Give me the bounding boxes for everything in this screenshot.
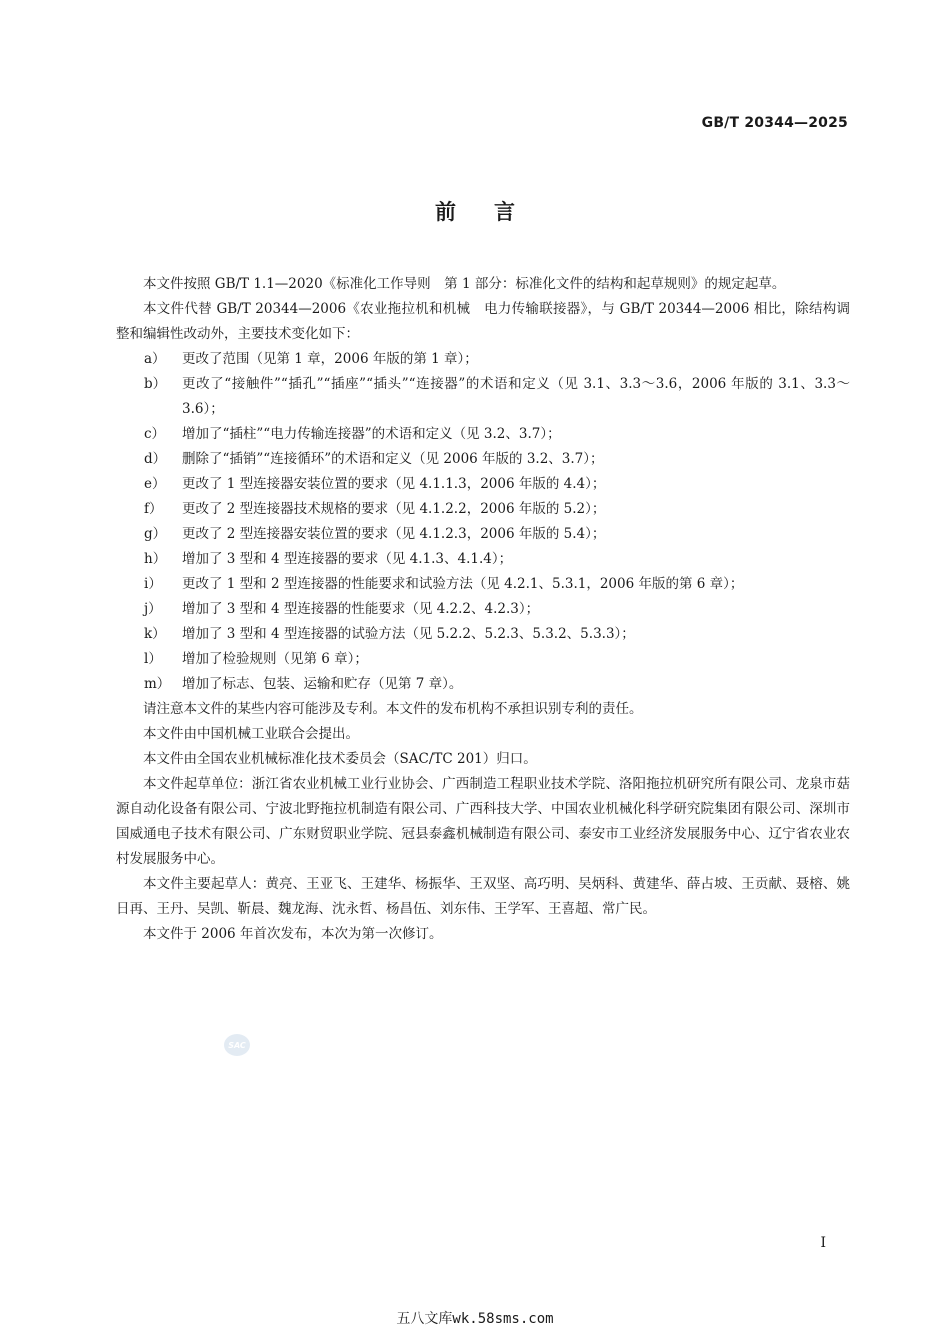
list-item — [116, 647, 850, 672]
list-text: 增加了 3 型和 4 型连接器的要求（见 4.1.3、4.1.4）； — [182, 551, 513, 567]
list-text: 更改了 2 型连接器技术规格的要求（见 4.1.2.2，2006 年版的 5.2）； — [182, 501, 606, 517]
standard-number: GB/T 20344—2025 — [701, 115, 848, 131]
list-marker: d） — [144, 451, 167, 467]
page-title: 前言 — [435, 200, 553, 224]
list-item — [116, 522, 850, 547]
paragraph: 本文件由中国机械工业联合会提出。 — [143, 726, 359, 742]
list-text: 更改了“接触件”“插孔”“插座”“插头”“连接器”的术语和定义（见 3.1、3.3～3.6，2006 年版的 3.1、3.3～3.6）； — [182, 376, 850, 417]
list-item — [116, 597, 850, 622]
paragraph: 本文件代替 GB/T 20344—2006《农业拖拉机和机械 电力传输联接器》，与 GB/T 20344—2006 相比，除结构调整和编辑性改动外，主要技术变化如下： — [116, 301, 850, 342]
paragraph: 请注意本文件的某些内容可能涉及专利。本文件的发布机构不承担识别专利的责任。 — [143, 701, 643, 717]
list-text: 增加了“插柱”“电力传输连接器”的术语和定义（见 3.2、3.7）； — [182, 426, 561, 442]
list-item — [116, 372, 850, 422]
list-item — [116, 672, 850, 697]
paragraph: 本文件按照 GB/T 1.1—2020《标准化工作导则 第 1 部分：标准化文件的结构和起草规则》的规定起草。 — [143, 276, 786, 292]
list-marker: e） — [144, 476, 166, 492]
change-list — [116, 347, 850, 697]
list-item — [116, 547, 850, 572]
list-marker: k） — [144, 626, 166, 642]
list-text: 增加了 3 型和 4 型连接器的性能要求（见 4.2.2、4.2.3）； — [182, 601, 540, 617]
list-marker: g） — [144, 526, 167, 542]
list-text: 增加了检验规则（见第 6 章）； — [182, 651, 368, 667]
list-marker: f） — [144, 501, 163, 517]
list-text: 增加了 3 型和 4 型连接器的试验方法（见 5.2.2、5.2.3、5.3.2、5.3.3）； — [182, 626, 635, 642]
list-marker: m） — [144, 676, 171, 692]
footer-watermark: 五八文库wk.58sms.com — [396, 1311, 554, 1327]
list-text: 更改了 2 型连接器安装位置的要求（见 4.1.2.3，2006 年版的 5.4）； — [182, 526, 606, 542]
list-text: 增加了标志、包装、运输和贮存（见第 7 章）。 — [182, 676, 463, 692]
list-item — [116, 572, 850, 597]
page-number: I — [820, 1235, 826, 1251]
list-text: 更改了 1 型连接器安装位置的要求（见 4.1.1.3，2006 年版的 4.4）； — [182, 476, 606, 492]
list-item — [116, 472, 850, 497]
paragraph: 本文件于 2006 年首次发布，本次为第一次修订。 — [143, 926, 443, 942]
list-marker: b） — [144, 376, 167, 392]
document-body — [116, 272, 850, 947]
list-item — [116, 347, 850, 372]
list-marker: j） — [144, 601, 162, 617]
list-marker: a） — [144, 351, 166, 367]
list-text: 删除了“插销”“连接循环”的术语和定义（见 2006 年版的 3.2、3.7）； — [182, 451, 604, 467]
list-text: 更改了 1 型和 2 型连接器的性能要求和试验方法（见 4.2.1、5.3.1，2006 年版的第 6 章）； — [182, 576, 744, 592]
list-text: 更改了范围（见第 1 章，2006 年版的第 1 章）； — [182, 351, 478, 367]
paragraph: 本文件主要起草人：黄亮、王亚飞、王建华、杨振华、王双坚、高巧明、吴炳科、黄建华、薛占坡、王贡献、聂榕、姚日再、王丹、吴凯、靳晨、魏龙海、沈永哲、杨昌伍、刘东伟、王学军、王喜超、常广民。 — [116, 876, 850, 917]
paragraph: 本文件起草单位：浙江省农业机械工业行业协会、广西制造工程职业技术学院、洛阳拖拉机研究所有限公司、龙泉市菇源自动化设备有限公司、宁波北野拖拉机制造有限公司、广西科技大学、中国农业机械化科学研究院集团有限公司、深圳市国威通电子技术有限公司、广东财贸职业学院、冠县泰鑫机械制造有限公司、泰安市工业经济发展服务中心、辽宁省农业农村发展服务中心。 — [116, 776, 850, 867]
list-item — [116, 447, 850, 472]
list-marker: c） — [144, 426, 166, 442]
list-item — [116, 422, 850, 447]
sac-logo-watermark: SAC — [224, 1034, 250, 1056]
list-item — [116, 622, 850, 647]
list-marker: l） — [144, 651, 162, 667]
list-item — [116, 497, 850, 522]
list-marker: h） — [144, 551, 167, 567]
list-marker: i） — [144, 576, 162, 592]
paragraph: 本文件由全国农业机械标准化技术委员会（SAC/TC 201）归口。 — [143, 751, 537, 767]
